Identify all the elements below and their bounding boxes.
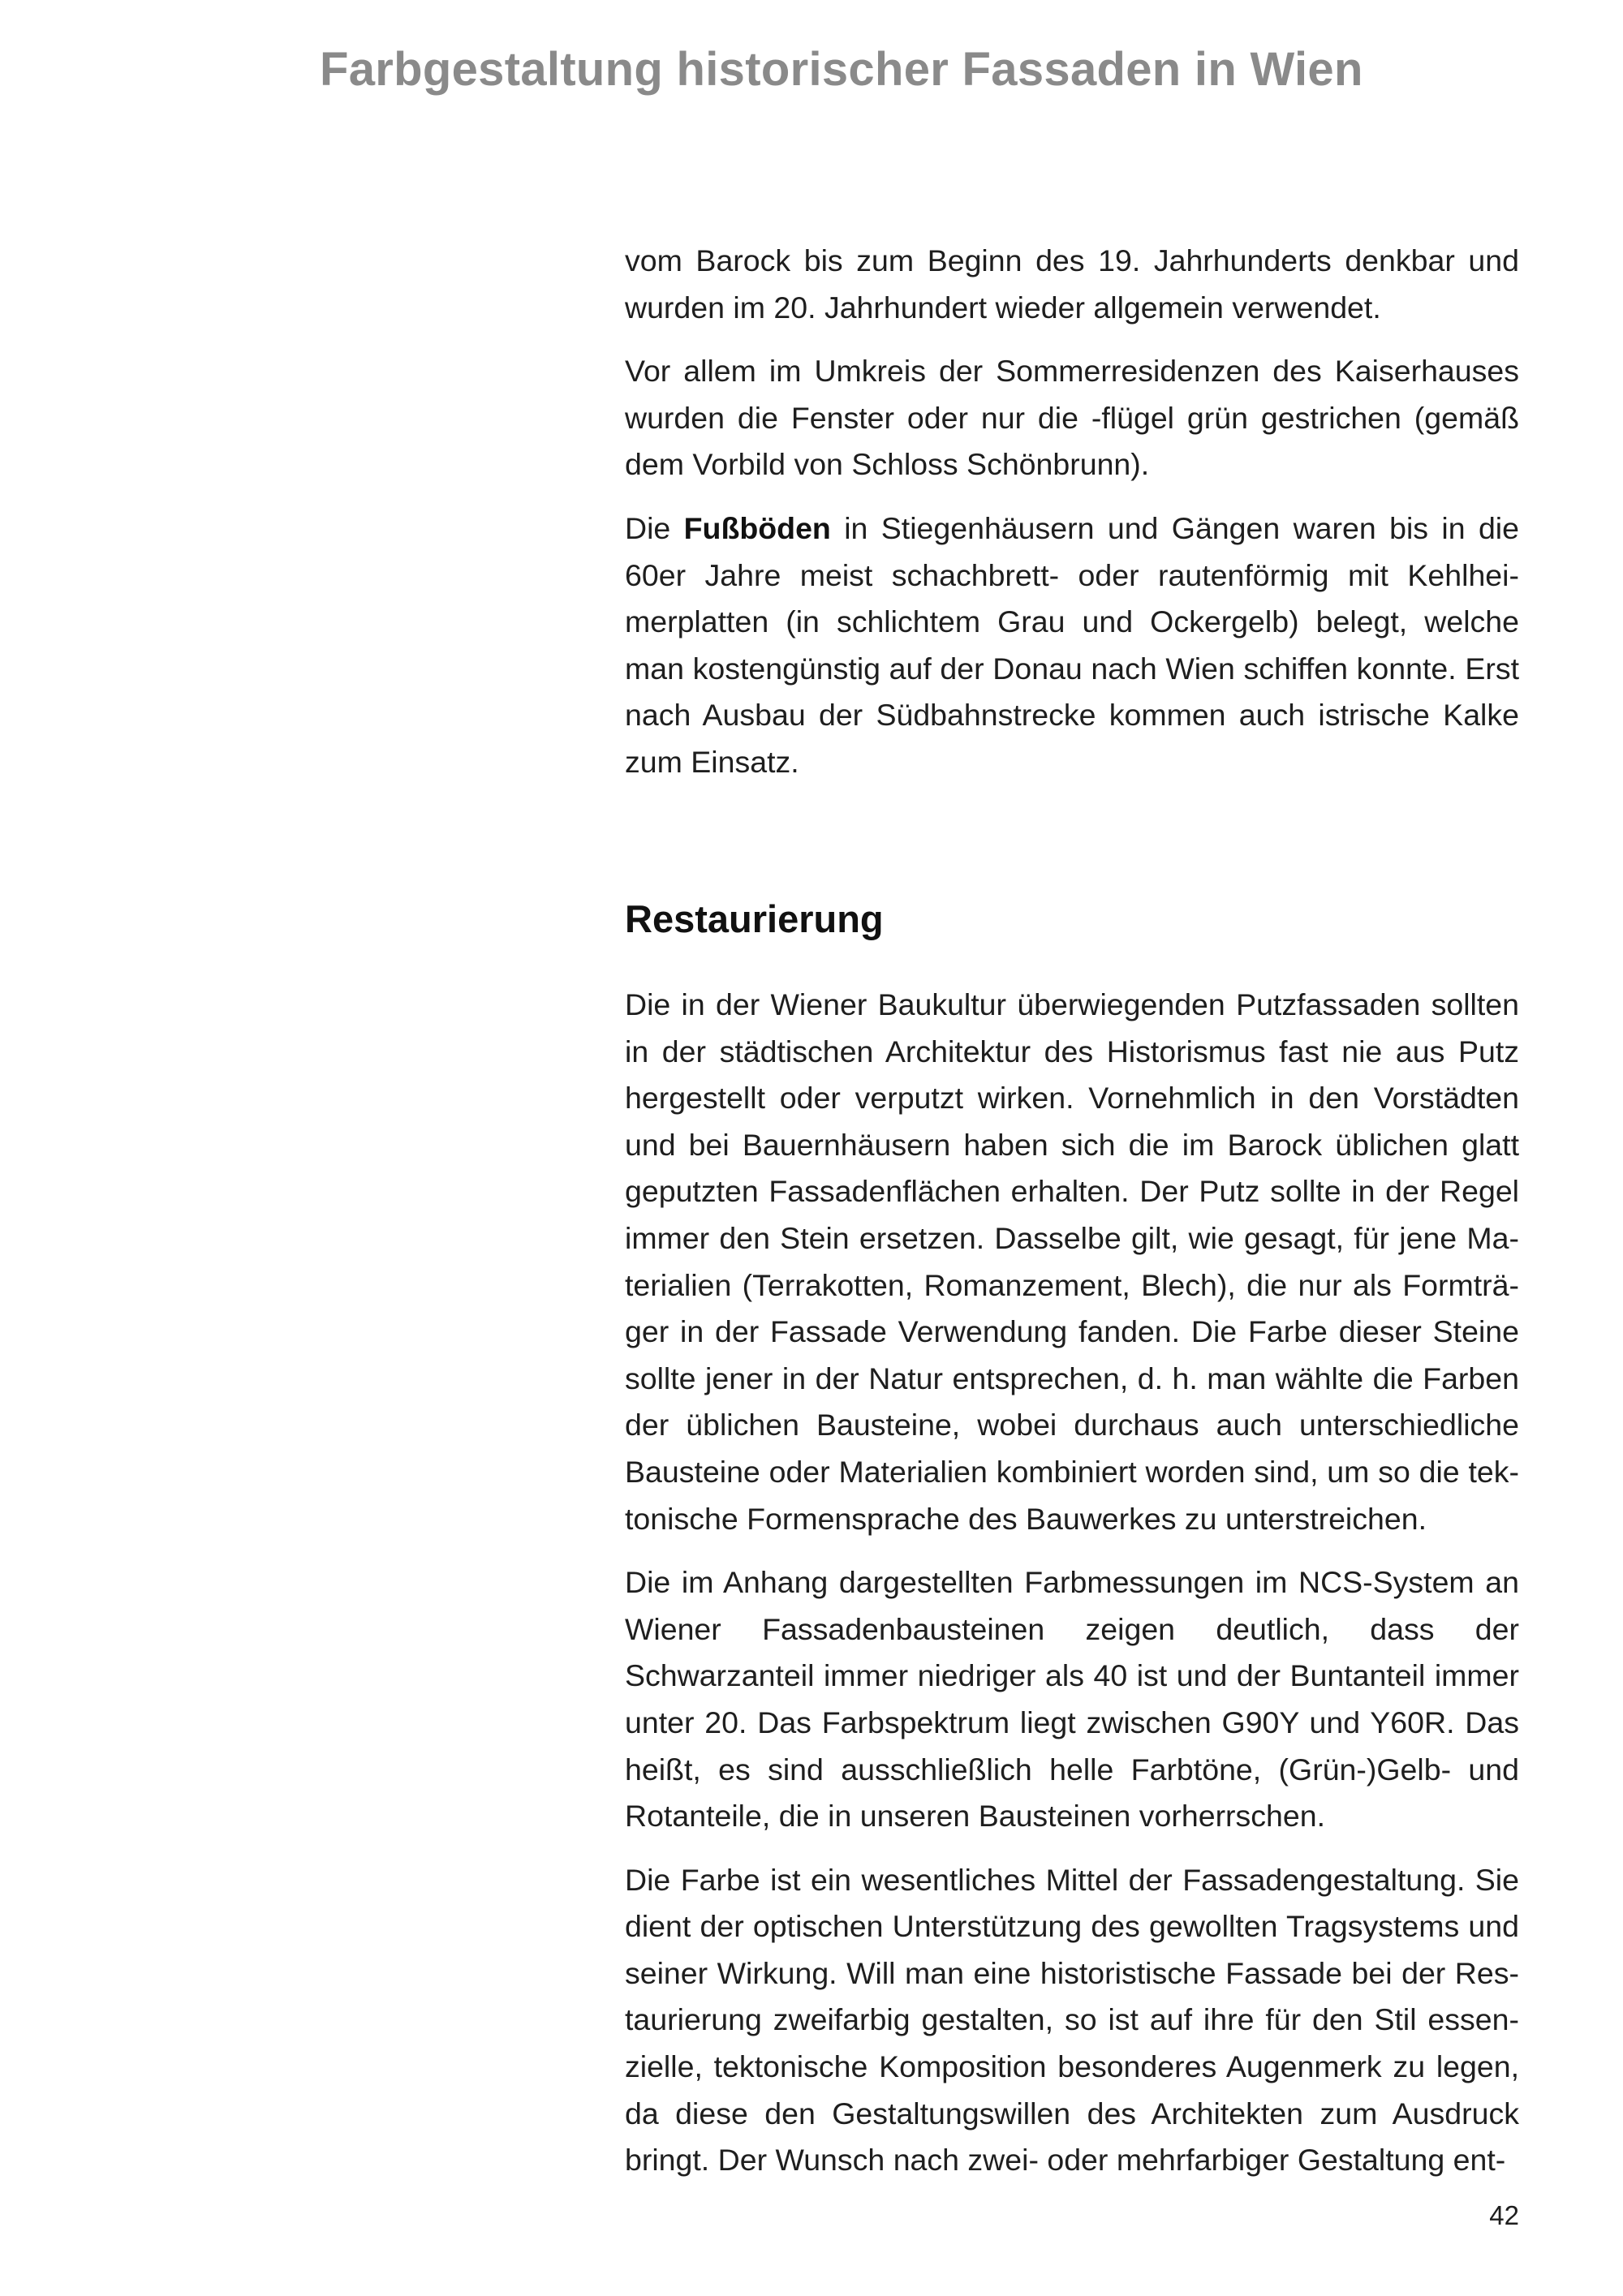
section-paragraph-3: Die Farbe ist ein wesentliches Mittel der Fassadengestaltung. Sie dient der optischen Unterstützung des gewollten Tragsystems und seiner Wirkung. Will man eine historistische Fassade bei der Restaurierung zweifarbig gestalten, so ist auf ihre für den Stil essenzielle, tektonische Komposition besonderes Augenmerk zu legen, da diese den Gestaltungswillen des Architekten zum Ausdruck bringt. Der Wunsch nach zwei- oder mehrfarbiger Gestaltung ent-	[625, 1862, 1519, 2178]
section-paragraph-2: Die im Anhang dargestellten Farbmessungen im NCS-System an Wiener Fassadenbausteinen zeigen deutlich, dass der Schwarzanteil immer niedriger als 40 ist und der Buntanteil immer unter 20. Das Farbspektrum liegt zwischen G90Y und Y60R. Das heißt, es sind ausschließlich helle Farbtöne, (Grün-)Gelb- und Rotanteile, die in unseren Bausteinen vorherrschen.	[625, 1565, 1519, 1834]
intro-paragraph-3-prefix: Die	[625, 510, 684, 545]
page-number: 42	[1489, 2200, 1519, 2230]
section-heading-restaurierung: Restaurierung	[625, 897, 884, 940]
running-header-title: Farbgestaltung historischer Fassaden in Wien	[320, 43, 1363, 96]
fussboeden-keyword: Fußböden	[683, 510, 831, 545]
section-text-block	[625, 982, 1519, 2201]
intro-paragraph-1: vom Barock bis zum Beginn des 19. Jahrhunderts denkbar und wurden im 20. Jahrhundert wieder allgemein verwendet.	[625, 243, 1519, 325]
intro-paragraph-3	[625, 505, 1519, 786]
section-paragraph-1: Die in der Wiener Baukultur überwiegenden Putzfassaden sollten in der städtischen Architektur des Historismus fast nie aus Putz hergestellt oder verputzt wirken. Vornehmlich in den Vorstädten und bei Bauernhäusern haben sich die im Barock üblichen glatt geputzten Fassadenflächen erhalten. Der Putz sollte in der Regel immer den Stein ersetzen. Dasselbe gilt, wie gesagt, für jene Materialien (Terrakotten, Romanzement, Blech), die nur als Formträger in der Fassade Verwendung fanden. Die Farbe dieser Steine sollte jener in der Natur entsprechen, d. h. man wählte die Farben der üblichen Bausteine, wobei durchaus auch unterschiedliche Bausteine oder Materialien kombiniert worden sind, um so die tektonische Formensprache des Bauwerkes zu unterstreichen.	[625, 987, 1519, 1536]
intro-text-block	[625, 238, 1519, 803]
intro-paragraph-2: Vor allem im Umkreis der Sommerresidenzen des Kaiserhauses wurden die Fenster oder nur die -flügel grün gestrichen (gemäß dem Vorbild von Schloss Schönbrunn).	[625, 354, 1519, 482]
intro-paragraph-3-text: in Stiegenhäusern und Gängen waren bis in die 60er Jahre meist schachbrett- oder rautenförmig mit Kehlheimerplatten (in schlichtem Grau und Ockergelb) belegt, welche man kostengünstig auf der Donau nach Wien schiffen konnte. Erst nach Ausbau der Südbahnstrecke kommen auch istrische Kalke zum Einsatz.	[625, 510, 1519, 779]
